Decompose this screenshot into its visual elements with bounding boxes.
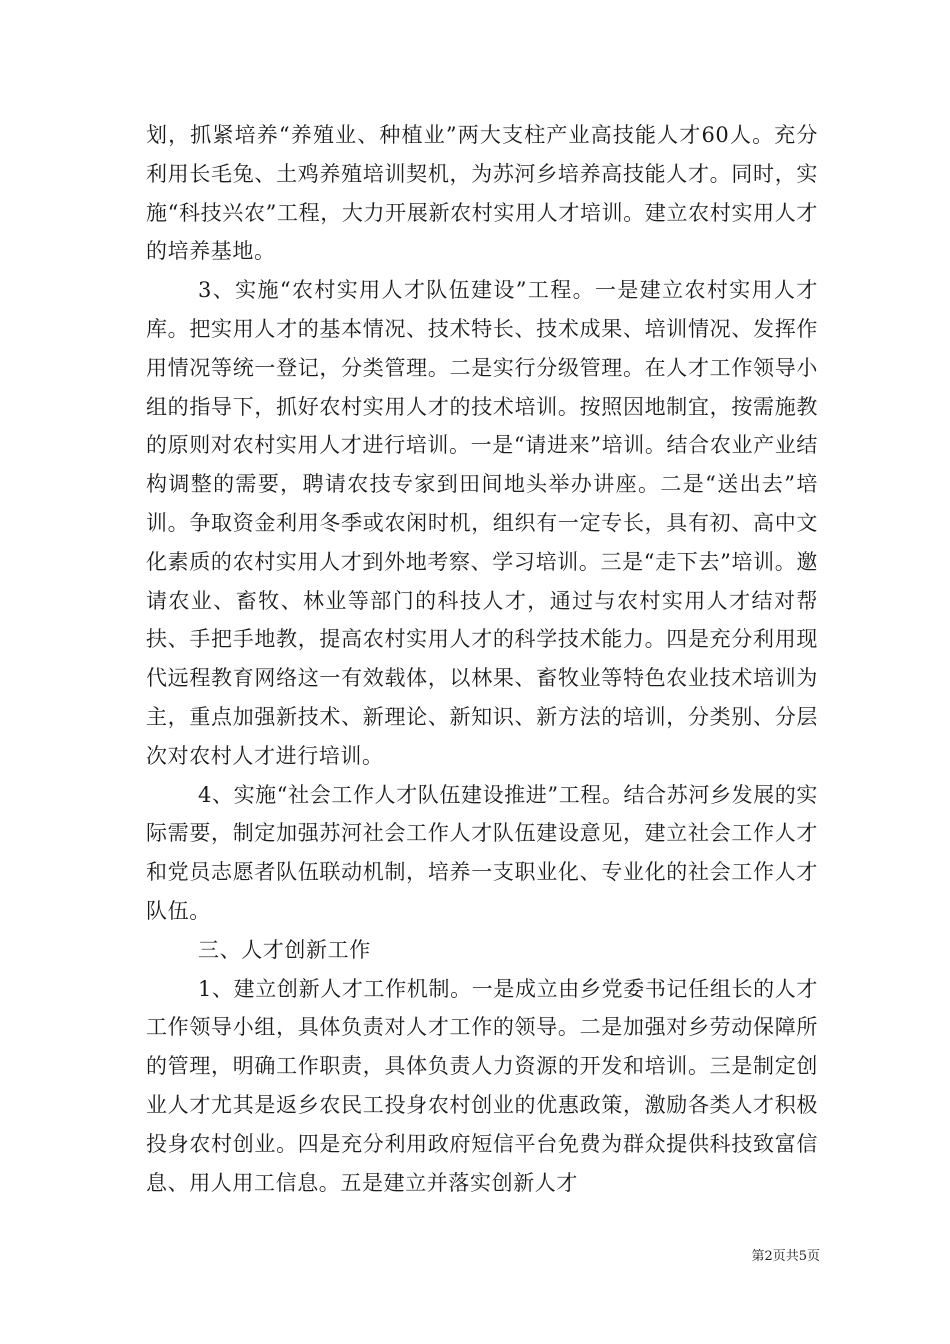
- paragraph-practical-talent-team: 3、实施“农村实用人才队伍建设”工程。一是建立农村实用人才库。把实用人才的基本情况、技术特长、技术成果、培训情况、发挥作用情况等统一登记，分类管理。二是实行分级管理。在人才工作领导小组的指导下，抓好农村实用人才的技术培训。按照因地制宜，按需施教的原则对农村实用人才进行培训。一是“请进来”培训。结合农业产业结构调整的需要，聘请农技专家到田间地头举办讲座。二是“送出去”培训。争取资金利用冬季或农闲时机，组织有一定专长，具有初、高中文化素质的农村实用人才到外地考察、学习培训。三是“走下去”培训。邀请农业、畜牧、林业等部门的科技人才，通过与农村实用人才结对帮扶、手把手地教，提高农村实用人才的科学技术能力。四是充分利用现代远程教育网络这一有效载体，以林果、畜牧业等特色农业技术培训为主，重点加强新技术、新理论、新知识、新方法的培训，分类别、分层次对农村人才进行培训。: [146, 278, 818, 768]
- paragraph-innovation-mechanism: 1、建立创新人才工作机制。一是成立由乡党委书记任组长的人才工作领导小组，具体负责对人才工作的领导。二是加强对乡劳动保障所的管理，明确工作职责，具体负责人力资源的开发和培训。三是制定创业人才尤其是返乡农民工投身农村创业的优惠政策，激励各类人才积极投身农村创业。四是充分利用政府短信平台免费为群众提供科技致富信息、用人用工信息。五是建立并落实创新人才: [146, 976, 818, 1195]
- section-heading-talent-innovation: 三、人才创新工作: [198, 937, 371, 962]
- paragraph-social-work-talent: 4、实施“社会工作人才队伍建设推进”工程。结合苏河乡发展的实际需要，制定加强苏河社会工作人才队伍建设意见，建立社会工作人才和党员志愿者队伍联动机制，培养一支职业化、专业化的社会工作人才队伍。: [146, 782, 818, 923]
- page-number-footer: 第2页共5页: [751, 1249, 820, 1264]
- document-body: [146, 116, 818, 1202]
- paragraph-continuation: 划，抓紧培养“养殖业、种植业”两大支柱产业高技能人才60人。充分利用长毛兔、土鸡养殖培训契机，为苏河乡培养高技能人才。同时，实施“科技兴农”工程，大力开展新农村实用人才培训。建立农村实用人才的培养基地。: [146, 123, 818, 264]
